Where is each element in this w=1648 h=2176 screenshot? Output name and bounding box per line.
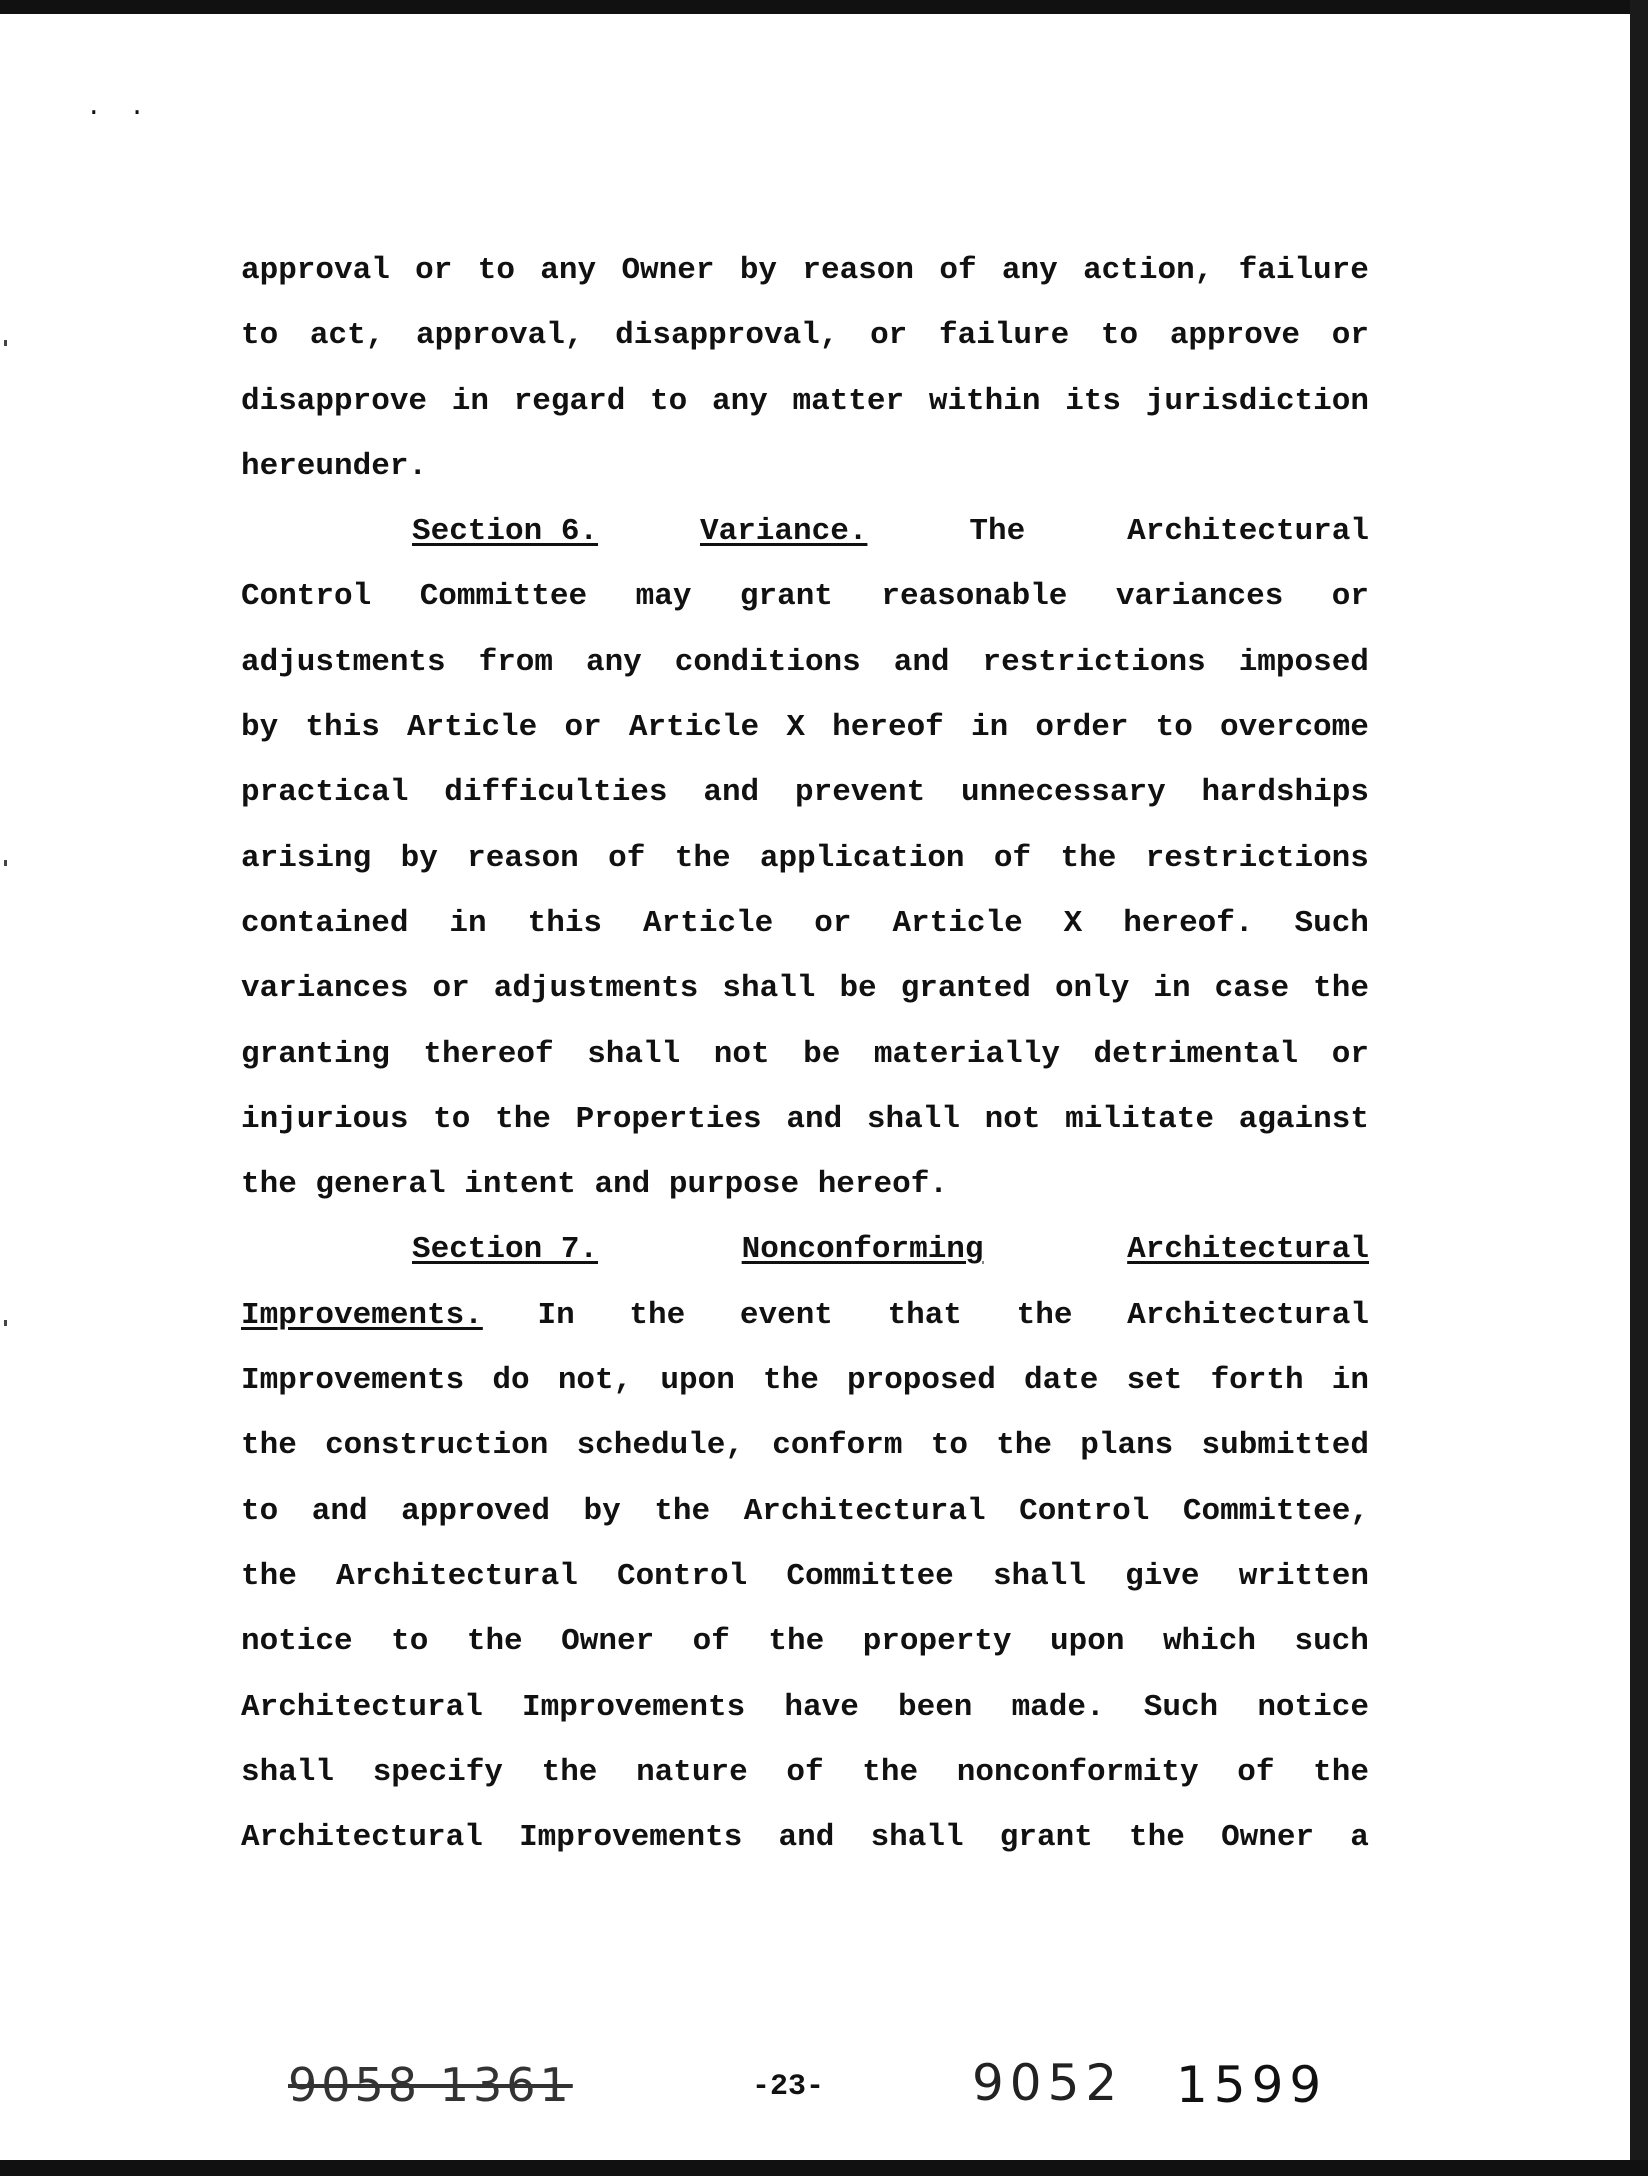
word: schedule, <box>576 1428 744 1464</box>
word: by <box>241 710 279 746</box>
word: Owner <box>621 253 715 288</box>
word: arising <box>241 840 372 876</box>
word: forth <box>1210 1363 1304 1399</box>
word: not <box>713 1036 770 1072</box>
word: to <box>650 383 688 419</box>
word: or <box>432 971 470 1007</box>
word: purpose <box>668 1167 800 1203</box>
word: of <box>939 253 977 288</box>
word: the <box>629 1297 686 1333</box>
word: to <box>1155 710 1193 746</box>
word: the <box>862 1754 919 1790</box>
word: failure <box>1238 253 1369 288</box>
word: any <box>1001 253 1058 288</box>
word: matter <box>792 383 905 419</box>
word: in <box>1153 971 1191 1007</box>
word: and <box>786 1101 843 1137</box>
word: that <box>887 1297 962 1333</box>
word: made. <box>1011 1689 1105 1725</box>
word: approval, <box>416 318 584 354</box>
word: such <box>1294 1624 1369 1660</box>
text-line <box>241 564 1369 629</box>
text-line <box>241 1675 1369 1740</box>
word: of <box>692 1624 730 1660</box>
word: granted <box>900 971 1031 1007</box>
word: to <box>241 1493 279 1529</box>
page-footer <box>0 2052 1648 2132</box>
word: the <box>763 1363 819 1399</box>
word: to <box>1100 318 1139 354</box>
word: Control <box>616 1558 748 1594</box>
word: the <box>466 1624 523 1660</box>
word: Improvements <box>241 1363 465 1399</box>
word: contained <box>241 905 409 941</box>
word: Architectural <box>241 1820 483 1856</box>
word: or <box>814 905 852 941</box>
word: to <box>477 253 515 288</box>
word: and <box>703 775 760 811</box>
word: date <box>1023 1363 1099 1399</box>
record-page-number: 1599 <box>1176 2056 1328 2114</box>
word: granting <box>241 1036 390 1072</box>
scan-speck <box>4 340 7 346</box>
word: notice <box>241 1624 353 1660</box>
word: Article <box>643 905 774 941</box>
text-line <box>241 956 1369 1021</box>
word: The <box>969 514 1026 550</box>
word: proposed <box>846 1363 996 1399</box>
word: property <box>862 1624 1012 1660</box>
word: in <box>1331 1363 1369 1399</box>
word: of <box>1237 1754 1275 1790</box>
word: or <box>564 710 602 746</box>
word: order <box>1035 710 1129 746</box>
word: or <box>1331 1036 1369 1072</box>
text-line <box>241 1544 1369 1609</box>
word: may <box>635 579 692 615</box>
word: hereunder. <box>241 448 428 484</box>
word: shall <box>866 1101 960 1137</box>
word: approve <box>1169 318 1301 354</box>
word: injurious <box>241 1101 409 1137</box>
section-7-title-part: Nonconforming <box>741 1232 984 1268</box>
section-7-title-part: Architectural <box>1127 1232 1369 1268</box>
text-line <box>241 1348 1369 1413</box>
word: a <box>1350 1820 1369 1856</box>
word: the <box>241 1428 297 1464</box>
word: its <box>1065 383 1121 419</box>
word: X <box>786 710 805 746</box>
scan-border-right <box>1630 0 1648 2176</box>
word: by <box>583 1493 621 1529</box>
word: shall <box>587 1036 681 1072</box>
section-7-heading: Section 7. <box>412 1232 599 1268</box>
word: or <box>870 318 908 354</box>
word: conditions <box>674 644 861 680</box>
text-line <box>241 1022 1369 1087</box>
word: to <box>391 1624 429 1660</box>
word: by <box>739 253 778 288</box>
word: adjustments <box>241 644 446 680</box>
text-line <box>241 1609 1369 1674</box>
word: restrictions <box>1145 840 1369 876</box>
word: plans <box>1080 1428 1174 1464</box>
word: grant <box>999 1820 1093 1856</box>
word: nonconformity <box>956 1754 1199 1790</box>
word: in <box>451 383 489 419</box>
word: have <box>784 1689 859 1725</box>
word: case <box>1214 971 1290 1007</box>
word: thereof <box>423 1036 554 1072</box>
page-number: -23- <box>752 2070 825 2104</box>
word: Architectural <box>743 1493 986 1529</box>
word: or <box>1331 318 1369 354</box>
word: notice <box>1257 1689 1369 1725</box>
word: to <box>241 318 279 354</box>
word: in <box>970 710 1009 746</box>
word: prevent <box>794 775 926 811</box>
word: Committee <box>786 1558 954 1594</box>
word: been <box>897 1689 973 1725</box>
word: the <box>1060 840 1117 876</box>
word: construction <box>325 1428 549 1464</box>
word: Such <box>1143 1689 1219 1725</box>
word: give <box>1125 1558 1200 1594</box>
word: only <box>1054 971 1130 1007</box>
word: which <box>1162 1624 1256 1660</box>
word: application <box>759 840 965 876</box>
word: variances <box>1115 579 1284 615</box>
text-line <box>241 630 1369 695</box>
word: submitted <box>1201 1428 1369 1464</box>
word: set <box>1126 1363 1183 1399</box>
scan-border-bottom <box>0 2160 1648 2176</box>
word: Owner <box>1221 1820 1315 1856</box>
word: unnecessary <box>961 775 1166 811</box>
word: and <box>311 1493 368 1529</box>
word: overcome <box>1220 710 1369 746</box>
word: disapproval, <box>615 318 839 354</box>
word: specify <box>372 1754 503 1790</box>
word: of <box>608 840 646 876</box>
word: the <box>768 1624 825 1660</box>
word: Improvements <box>519 1820 743 1856</box>
word: do <box>492 1363 530 1399</box>
word: to <box>433 1101 471 1137</box>
word: the <box>241 1558 297 1594</box>
record-book-number: 9052 <box>972 2054 1124 2112</box>
word: adjustments <box>493 971 699 1007</box>
word: conform <box>772 1428 903 1464</box>
struck-record-number: 9058 1361 <box>288 2058 573 2112</box>
word: practical <box>241 775 409 811</box>
word: be <box>839 971 877 1007</box>
word: hereof. <box>817 1167 948 1203</box>
word: general <box>315 1167 446 1203</box>
word: against <box>1238 1101 1369 1137</box>
word: X <box>1063 905 1083 941</box>
word: from <box>478 644 554 680</box>
text-line <box>241 303 1369 368</box>
word: or <box>415 253 453 288</box>
text-line <box>241 1805 1369 1870</box>
word: failure <box>938 318 1070 354</box>
document-body <box>241 238 1369 1870</box>
word: the <box>241 1167 297 1203</box>
text-line <box>241 499 1369 564</box>
word: materially <box>873 1036 1060 1072</box>
word: Architectural <box>1127 1297 1369 1333</box>
word: hereof. <box>1123 905 1254 941</box>
word: this <box>305 710 380 746</box>
word: Such <box>1294 905 1369 941</box>
word: Owner <box>561 1624 655 1660</box>
word: the <box>1129 1820 1185 1856</box>
word: or <box>1331 579 1369 615</box>
word: Architectural <box>241 1689 483 1725</box>
word: Control <box>241 579 372 615</box>
word: any <box>711 383 768 419</box>
word: difficulties <box>444 775 668 811</box>
scan-border-top <box>0 0 1648 14</box>
word: act, <box>309 318 385 354</box>
word: jurisdiction <box>1145 383 1369 419</box>
word: hardships <box>1201 775 1369 811</box>
word: In <box>537 1297 575 1333</box>
text-line <box>241 1283 1369 1348</box>
word: and <box>778 1820 835 1856</box>
text-line <box>241 1413 1369 1478</box>
text-line <box>241 1740 1369 1805</box>
word: in <box>449 905 487 941</box>
word: this <box>527 905 603 941</box>
word: event <box>739 1297 833 1333</box>
word: imposed <box>1238 644 1369 680</box>
word: approved <box>401 1493 550 1529</box>
word: Committee <box>419 579 588 615</box>
word: the <box>541 1754 598 1790</box>
word: the <box>1313 1754 1369 1790</box>
word: and <box>893 644 950 680</box>
word: reason <box>802 253 914 288</box>
word: shall <box>722 971 816 1007</box>
word: detrimental <box>1093 1036 1299 1072</box>
word: reasonable <box>881 579 1068 615</box>
word: Improvements <box>522 1689 746 1725</box>
word: shall <box>870 1820 964 1856</box>
scan-speck <box>4 1320 7 1326</box>
word: Control <box>1019 1493 1150 1529</box>
section-6-title: Variance. <box>699 514 868 550</box>
word: Architectural <box>1127 514 1369 550</box>
scan-dots: . . <box>86 92 151 122</box>
word: variances <box>241 971 409 1007</box>
text-line <box>241 891 1369 956</box>
scan-speck <box>4 860 7 866</box>
text-line <box>241 1479 1369 1544</box>
word: written <box>1238 1558 1369 1594</box>
word: Article <box>892 905 1023 941</box>
word: nature <box>636 1754 748 1790</box>
word: upon <box>1050 1624 1125 1660</box>
word: be <box>803 1036 841 1072</box>
section-7-title-part: Improvements. <box>241 1297 483 1333</box>
word: restrictions <box>982 644 1206 680</box>
text-line <box>241 760 1369 825</box>
text-line <box>241 826 1369 891</box>
word: and <box>594 1167 651 1203</box>
word: shall <box>241 1754 335 1790</box>
word: the <box>996 1428 1053 1464</box>
word: any <box>540 253 597 288</box>
word: the <box>654 1493 711 1529</box>
text-line <box>241 434 1369 499</box>
text-line <box>241 238 1369 303</box>
word: upon <box>660 1363 735 1399</box>
word: to <box>930 1428 968 1464</box>
word: intent <box>464 1167 576 1203</box>
word: the <box>1313 971 1369 1007</box>
word: Article <box>628 710 760 746</box>
word: hereof <box>832 710 944 746</box>
word: within <box>928 383 1041 419</box>
word: approval <box>241 253 390 288</box>
word: grant <box>739 579 833 615</box>
text-line <box>241 1217 1369 1282</box>
word: action, <box>1083 253 1214 288</box>
text-line <box>241 695 1369 760</box>
word: the <box>495 1101 551 1137</box>
word: regard <box>513 383 626 419</box>
word: by <box>400 840 438 876</box>
word: disapprove <box>241 383 428 419</box>
word: militate <box>1065 1101 1214 1137</box>
word: not <box>984 1101 1041 1137</box>
word: of <box>786 1754 824 1790</box>
word: any <box>585 644 642 680</box>
word: Architectural <box>335 1558 578 1594</box>
word: Committee, <box>1182 1493 1369 1529</box>
section-6-heading: Section 6. <box>412 514 599 550</box>
word: shall <box>992 1558 1086 1594</box>
word: Article <box>407 710 538 746</box>
word: the <box>674 840 731 876</box>
word: the <box>1016 1297 1073 1333</box>
text-line <box>241 1087 1369 1152</box>
word: of <box>993 840 1032 876</box>
word: Properties <box>575 1101 762 1137</box>
word: not, <box>557 1363 633 1399</box>
word: reason <box>467 840 579 876</box>
text-line <box>241 1152 1369 1217</box>
text-line <box>241 369 1369 434</box>
